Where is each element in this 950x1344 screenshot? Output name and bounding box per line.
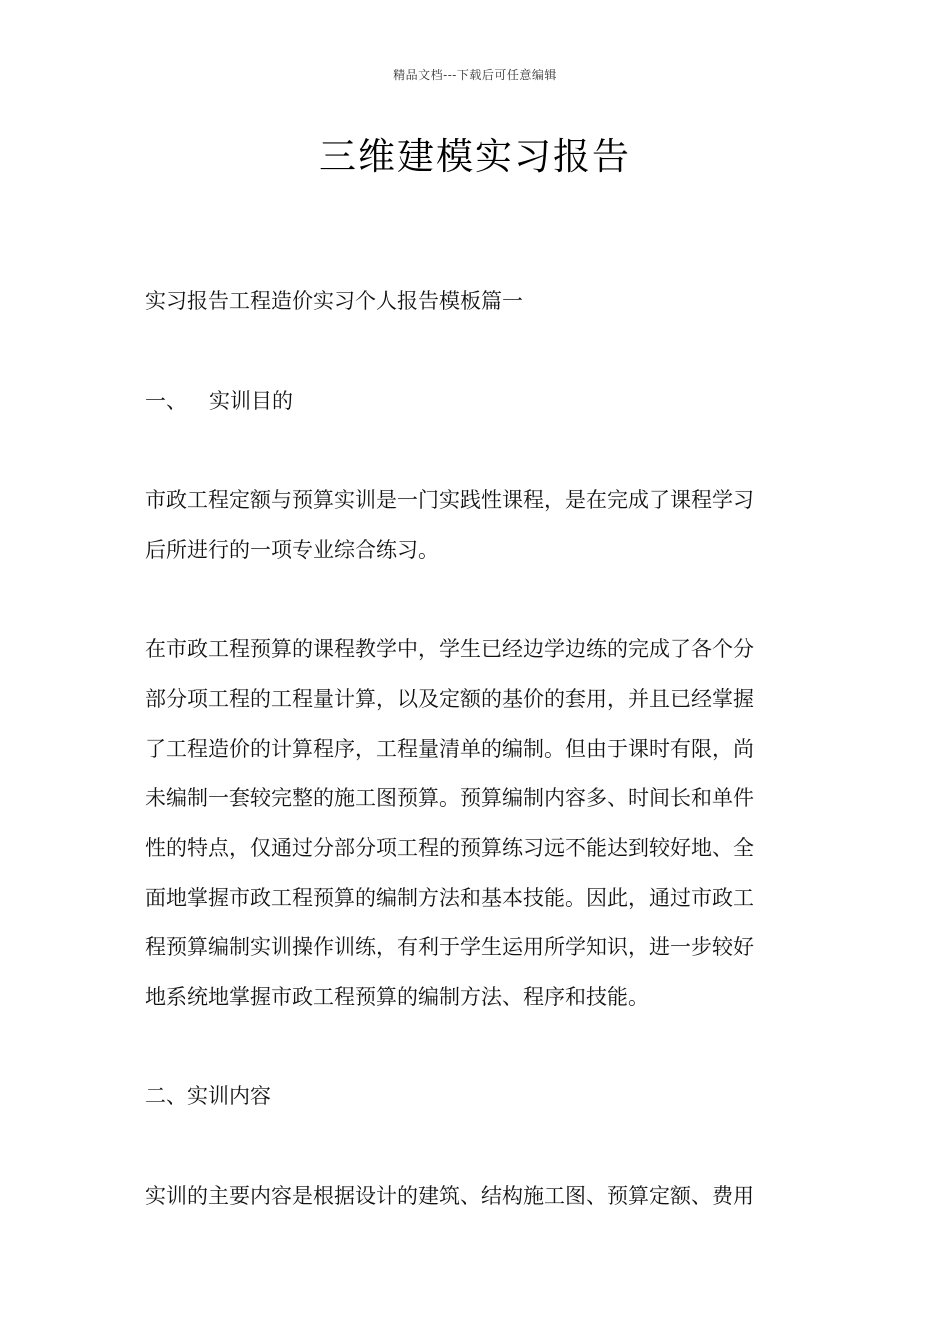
section-title: 实训目的 xyxy=(209,389,293,413)
paragraph-line: 市政工程定额与预算实训是一门实践性课程，是在完成了课程学习 xyxy=(145,488,754,512)
section-number: 一、 xyxy=(145,389,187,413)
document-subtitle: 实习报告工程造价实习个人报告模板篇一 xyxy=(145,289,523,313)
paragraph-line: 性的特点，仅通过分部分项工程的预算练习远不能达到较好地、全 xyxy=(145,836,754,860)
header-note: 精品文档---下载后可任意编辑 xyxy=(393,68,557,82)
paragraph-line: 部分项工程的工程量计算，以及定额的基价的套用，并且已经掌握 xyxy=(145,687,754,711)
section-heading-2: 二、实训内容 xyxy=(145,1084,271,1108)
paragraph-line: 实训的主要内容是根据设计的建筑、结构施工图、预算定额、费用 xyxy=(145,1184,754,1208)
section-heading-1 xyxy=(145,386,807,416)
paragraph-line: 后所进行的一项专业综合练习。 xyxy=(145,538,439,562)
document-title: 三维建模实习报告 xyxy=(319,135,631,178)
paragraph-line: 面地掌握市政工程预算的编制方法和基本技能。因此，通过市政工 xyxy=(145,886,754,910)
paragraph-line: 了工程造价的计算程序，工程量清单的编制。但由于课时有限，尚 xyxy=(145,737,754,761)
paragraph-line: 未编制一套较完整的施工图预算。预算编制内容多、时间长和单件 xyxy=(145,786,754,810)
paragraph-line: 程预算编制实训操作训练，有利于学生运用所学知识，进一步较好 xyxy=(145,935,754,959)
paragraph-line: 地系统地掌握市政工程预算的编制方法、程序和技能。 xyxy=(145,985,649,1009)
paragraph-line: 在市政工程预算的课程教学中，学生已经边学边练的完成了各个分 xyxy=(145,637,754,661)
